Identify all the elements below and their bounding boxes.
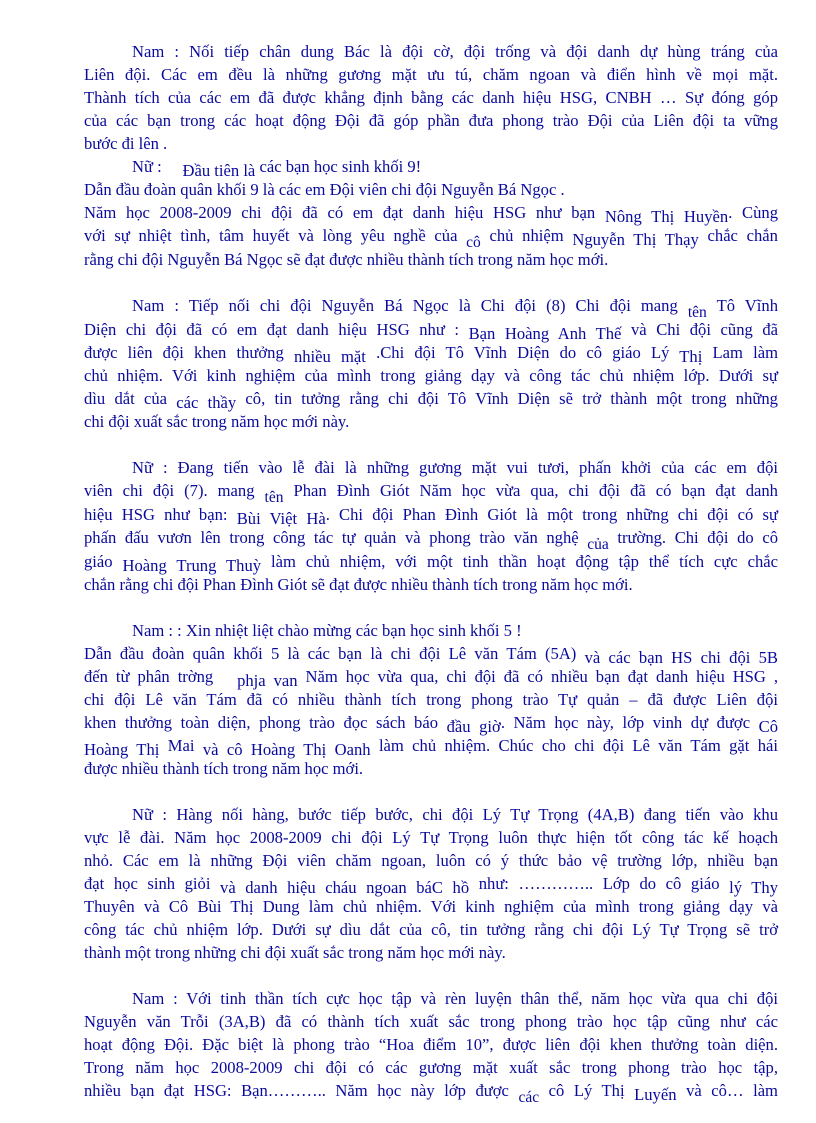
text-line: Nữ : Hàng nối hàng, bước tiếp bước, chi đội Lý Tự Trọng (4A,B) đang tiến vào khu [132, 805, 778, 824]
text-fragment: hiệu HSG như bạn: [84, 505, 228, 524]
text-fragment: trường. Chi đội do cô [617, 528, 779, 547]
text-fragment: được liên đội khen thưởng [84, 343, 284, 362]
inserted-text: lý Thy [729, 878, 778, 897]
text-fragment: Lam làm [712, 343, 778, 362]
text-line: Nam : : Xin nhiệt liệt chào mừng các bạn học sinh khối 5 ! [132, 621, 522, 640]
text-fragment: Năm học 2008-2009 chi đội đã có em đạt danh hiệu HSG như bạn [84, 203, 596, 222]
inserted-text: Bùi Việt Hà [236, 509, 326, 528]
text-fragment: làm chủ nhiệm. Chúc cho chi đội Lê văn Tám gặt hái [378, 736, 778, 755]
text-fragment: Diện chi đội đã có em đạt danh hiệu HSG như : [84, 320, 460, 339]
text-fragment: . Cùng [728, 203, 778, 222]
text-line: chắn rằng chi đội Phan Đình Giót sẽ đạt được nhiều thành tích trong năm học mới. [84, 575, 633, 594]
paragraph-2 [84, 155, 778, 271]
text-line [84, 711, 778, 734]
text-fragment: nhiều bạn đạt HSG: Bạn……….. Năm học này lớp được [84, 1081, 509, 1100]
inserted-text: cô [466, 234, 481, 251]
paragraph-3 [84, 294, 778, 433]
text-line: công tác chủ nhiệm lớp. Dưới sự dìu dắt của cô, tin tưởng rằng chi đội Lý Tự Trọng sẽ trở [84, 920, 778, 939]
inserted-text: tên [687, 304, 707, 321]
text-fragment: Dẫn đầu đoàn quân khối 5 là các bạn là chi đội Lê văn Tám (5A) [84, 644, 577, 663]
text-fragment: dìu dắt của [84, 389, 167, 408]
inserted-text: và các bạn HS chi đội 5B [584, 648, 778, 667]
text-fragment: Năm học vừa qua, chi đội đã có nhiều bạn đạt danh hiệu HSG , [305, 667, 778, 686]
inserted-text: Bạn Hoàng Anh Thế [468, 324, 622, 343]
text-fragment: và Chi đội cũng đã [631, 320, 779, 339]
paragraph-5 [84, 619, 778, 780]
text-line [84, 503, 778, 526]
text-line: Nam : Nối tiếp chân dung Bác là đội cờ, đội trống và đội danh dự hùng tráng của [132, 42, 778, 61]
inserted-text: Nông Thị Huyền [604, 207, 729, 226]
text-line: Nữ : Đang tiến vào lễ đài là những gương mặt vui tươi, phấn khởi của các em đội [132, 458, 778, 477]
paragraph-7 [84, 987, 778, 1106]
text-line [84, 734, 778, 757]
text-line: Nam : Với tinh thần tích cực học tập và rèn luyện thân thể, năm học vừa qua chi đội [132, 989, 778, 1008]
inserted-text: phja van [237, 671, 298, 690]
inserted-text: đầu giờ [446, 717, 501, 736]
document-page [84, 40, 779, 1106]
text-line: Nguyễn văn Trỗi (3A,B) đã có thành tích xuất sắc trong phong trào học tập cũng như các [84, 1012, 778, 1031]
text-fragment: các bạn học sinh khối 9! [259, 157, 422, 176]
text-fragment: với sự nhiệt tình, tâm huyết và lòng yêu nghề của [84, 226, 458, 245]
text-fragment: Mai [167, 736, 195, 755]
inserted-text: Thị [679, 347, 703, 366]
text-line: Dẫn đầu đoàn quân khối 9 là các em Đội viên chi đội Nguyễn Bá Ngọc . [84, 180, 565, 199]
text-fragment: .Chi đội Tô Vĩnh Diện do cô giáo Lý [376, 343, 670, 362]
speaker-label: Nữ : [132, 157, 162, 176]
text-line: được nhiều thành tích trong năm học mới. [84, 759, 364, 778]
text-line: thành một trong những chi đội xuất sắc trong năm học mới này. [84, 943, 506, 962]
text-line: rằng chi đội Nguyễn Bá Ngọc sẽ đạt được nhiều thành tích trong năm học mới. [84, 250, 609, 269]
text-fragment: phấn đấu vươn lên trong công tác tự quản và phong trào văn nghệ [84, 528, 579, 547]
text-line [84, 872, 778, 895]
text-fragment: chủ nhiệm [489, 226, 564, 245]
inserted-text: Nguyễn Thị Thạy [572, 230, 699, 249]
inserted-text: các thầy [176, 393, 237, 412]
text-line: Trong năm học 2008-2009 chi đội có các gương mặt xuất sắc trong phong trào học tập, [84, 1058, 778, 1077]
paragraph-1 [84, 40, 778, 155]
text-fragment: viên chi đội (7). mang [84, 481, 255, 500]
text-line [84, 642, 778, 665]
inserted-text: của [587, 536, 609, 553]
text-line: Liên đội. Các em đều là những gương mặt ưu tú, chăm ngoan và điển hình về mọi mặt. [84, 65, 778, 84]
inserted-text: Hoàng Thị [84, 740, 160, 759]
text-line: chi đội xuất sắc trong năm học mới này. [84, 412, 350, 431]
text-line: bước đi lên . [84, 134, 168, 153]
text-line [84, 1079, 778, 1106]
text-fragment: . Chi đội Phan Đình Giót là một trong những chi đội có sự [325, 505, 778, 524]
text-line [84, 318, 778, 341]
text-fragment: như: ………….. Lớp do cô giáo [478, 874, 720, 893]
text-fragment: làm chủ nhiệm, với một tinh thần hoạt động tập thể tích cực chắc [271, 552, 779, 571]
text-fragment: Phan Đình Giót Năm học vừa qua, chi đội đã có bạn đạt danh [293, 481, 778, 500]
inserted-text: Đầu tiên là [182, 161, 256, 180]
text-line: hoạt động Đội. Đặc biệt là phong trào “Hoa điểm 10”, được liên đội khen thưởng toàn diện. [84, 1035, 778, 1054]
inserted-text: các [518, 1089, 540, 1106]
inserted-text: Luyến [634, 1085, 677, 1104]
text-line [84, 224, 778, 251]
text-fragment: cô, tin tưởng rằng chi đội Tô Vĩnh Diện sẽ trở thành một trong những [245, 389, 778, 408]
text-line [84, 155, 778, 178]
text-fragment: Nam : Tiếp nối chi đội Nguyễn Bá Ngọc là Chi đội (8) Chi đội mang [132, 296, 678, 315]
paragraph-4 [84, 456, 778, 596]
text-fragment: . Năm học này, lớp vinh dự được [500, 713, 751, 732]
inserted-text: tên [264, 489, 284, 506]
text-line [84, 550, 778, 573]
text-fragment: và cô… làm [686, 1081, 778, 1100]
text-fragment: Thuyên và Cô Bùi Thị [84, 897, 254, 916]
inserted-text: Hoàng Trung Thuỳ [122, 556, 262, 575]
text-line: chủ nhiệm. Với kinh nghiệm của mình trong giảng dạy và công tác chủ nhiệm lớp. Dưới sự [84, 366, 778, 385]
inserted-text: và danh hiệu cháu ngoan báC hồ [220, 878, 470, 897]
text-line: chi đội Lê văn Tám đã có nhiều thành tích trong phong trào Tự quản – đã được Liên đội [84, 690, 778, 709]
text-fragment: Tô Vĩnh [716, 296, 778, 315]
text-fragment: Dung làm chủ nhiệm. Với kinh nghiệm của mình trong giảng dạy và [262, 897, 778, 916]
text-fragment: đạt học sinh giỏi [84, 874, 211, 893]
text-line [84, 201, 778, 224]
text-line [84, 479, 778, 506]
inserted-text: và cô Hoàng Thị Oanh [202, 740, 371, 759]
text-line [84, 665, 778, 688]
text-line: Thành tích của các em đã được khẳng định bằng các danh hiệu HSG, CNBH … Sự đóng góp [84, 88, 778, 107]
text-line [84, 895, 778, 918]
text-line [84, 526, 779, 553]
text-line: của các bạn trong các hoạt động Đội đã góp phần đưa phong trào Đội của Liên đội ta vững [84, 111, 778, 130]
text-fragment: giáo [84, 552, 113, 571]
text-fragment: chắc chắn [707, 226, 778, 245]
text-fragment: cô Lý Thị [548, 1081, 625, 1100]
text-fragment: đến từ phân trờng [84, 667, 214, 686]
text-line: vực lễ đài. Năm học 2008-2009 chi đội Lý Tự Trọng luôn thực hiện tốt công tác kế hoạch [84, 828, 778, 847]
text-line [84, 341, 778, 364]
paragraph-6 [84, 803, 778, 964]
inserted-text: nhiều mặt [293, 347, 366, 366]
text-line: nhỏ. Các em là những Đội viên chăm ngoan, luôn có ý thức bảo vệ trường lớp, nhiều bạn [84, 851, 778, 870]
text-fragment: khen thưởng toàn diện, phong trào đọc sách báo [84, 713, 439, 732]
inserted-text: Cô [758, 717, 779, 736]
text-line [84, 294, 778, 321]
text-line [84, 387, 778, 410]
